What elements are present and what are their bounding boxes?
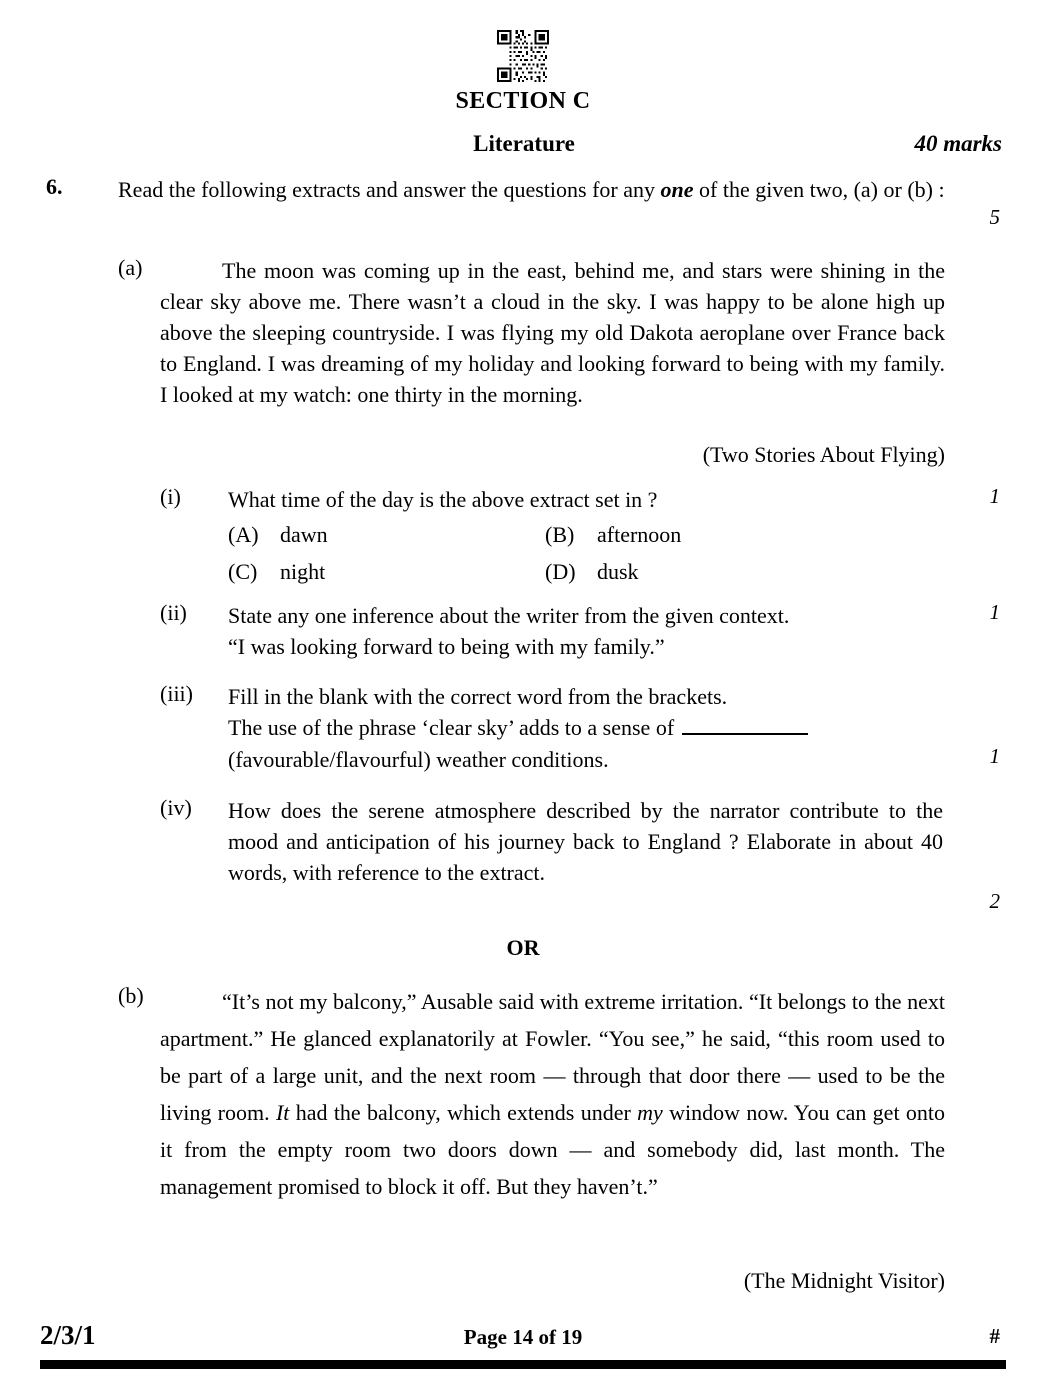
qr-code-icon [497, 30, 549, 82]
extract-b-part1: “It’s not my balcony,” Ausable said with extreme irritation. “It belongs to the next apartment.” He glanced explanatorily at Fowler. “You see,” he said, “this room used to be part of a large unit, and the next room — through that door there — used to be the living room. [160, 989, 945, 1125]
section-title: SECTION C [455, 88, 591, 114]
paper-code: 2/3/1 [40, 1320, 96, 1350]
subquestion-marks-iii: 1 [989, 744, 1000, 768]
option-c[interactable] [228, 559, 325, 585]
page-number: Page 14 of 19 [463, 1325, 583, 1349]
extract-b-part2: had the balcony, which extends under [289, 1100, 638, 1125]
subquestion-marks-ii: 1 [989, 600, 1000, 624]
option-b-text: afternoon [597, 522, 682, 547]
subquestion-text-ii-line1: State any one inference about the writer from the given context. [228, 603, 790, 628]
extract-b-italic-it: It [275, 1100, 290, 1125]
extract-a-text: The moon was coming up in the east, behind me, and stars were shining in the clear sky above me. There wasn’t a cloud in the sky. I was happy to be alone high up above the sleeping countryside. I was flying my old Dakota aeroplane over France back to England. I was dreaming of my holiday and looking forward to being with my family. I looked at my watch: one thirty in the morning. [160, 258, 945, 407]
option-a-key: (A) [228, 522, 259, 547]
subquestion-text-iii-line2 [228, 712, 968, 743]
fill-blank-input[interactable] [682, 715, 808, 735]
subquestion-label-i: (i) [160, 484, 181, 509]
option-d-text: dusk [597, 559, 639, 584]
question-number: 6. [46, 174, 63, 199]
subject-title: Literature [473, 131, 575, 156]
extract-b-label: (b) [118, 983, 144, 1008]
option-d[interactable] [545, 559, 639, 585]
fill-blank-prompt: The use of the phrase ‘clear sky’ adds to a sense of [228, 715, 680, 740]
option-c-key: (C) [228, 559, 258, 584]
extract-b-part3: window now. You can get onto it from the empty room two doors down — and somebody did, last month. The management promised to block it off. But they haven’t.” [160, 1100, 945, 1199]
option-a[interactable] [228, 522, 328, 548]
extract-b-italic-my: my [637, 1100, 663, 1125]
subquestion-marks-iv: 2 [989, 889, 1000, 913]
extract-b-attribution: (The Midnight Visitor) [743, 1268, 945, 1293]
subquestion-label-iii: (iii) [160, 681, 193, 706]
extract-a-attribution: (Two Stories About Flying) [702, 442, 945, 467]
option-d-key: (D) [545, 559, 576, 584]
subquestion-text-iv: How does the serene atmosphere described by the narrator contribute to the mood and anticipation of his journey back to England ? Elaborate in about 40 words, with reference to the extract. [228, 798, 943, 885]
or-divider: OR [506, 935, 540, 960]
page-footer [0, 1320, 1046, 1360]
subquestion-text-iii-line1: Fill in the blank with the correct word from the brackets. [228, 684, 728, 709]
footer-rule [40, 1360, 1006, 1369]
stem-text-part2: of the given two, (a) or (b) : [693, 177, 945, 202]
question-stem [118, 174, 948, 205]
subquestion-text-i: What time of the day is the above extract set in ? [228, 487, 658, 512]
subquestion-label-iv: (iv) [160, 795, 192, 820]
extract-a-label: (a) [118, 255, 143, 280]
stem-emphasis: one [660, 177, 694, 202]
subquestion-text-iii-line3: (favourable/flavourful) weather conditions. [228, 747, 609, 772]
stem-text-part1: Read the following extracts and answer the questions for any [118, 177, 661, 202]
end-mark: # [989, 1324, 1000, 1348]
subquestion-label-ii: (ii) [160, 600, 187, 625]
subject-header-row [46, 131, 1002, 161]
option-b[interactable] [545, 522, 681, 548]
subquestion-marks-i: 1 [989, 484, 1000, 508]
total-marks: 40 marks [914, 131, 1002, 156]
subquestion-text-ii-line2: “I was looking forward to being with my family.” [228, 634, 665, 659]
option-c-text: night [280, 559, 326, 584]
extract-b-text [160, 983, 945, 1205]
question-marks: 5 [989, 205, 1000, 229]
option-b-key: (B) [545, 522, 575, 547]
option-a-text: dawn [280, 522, 328, 547]
